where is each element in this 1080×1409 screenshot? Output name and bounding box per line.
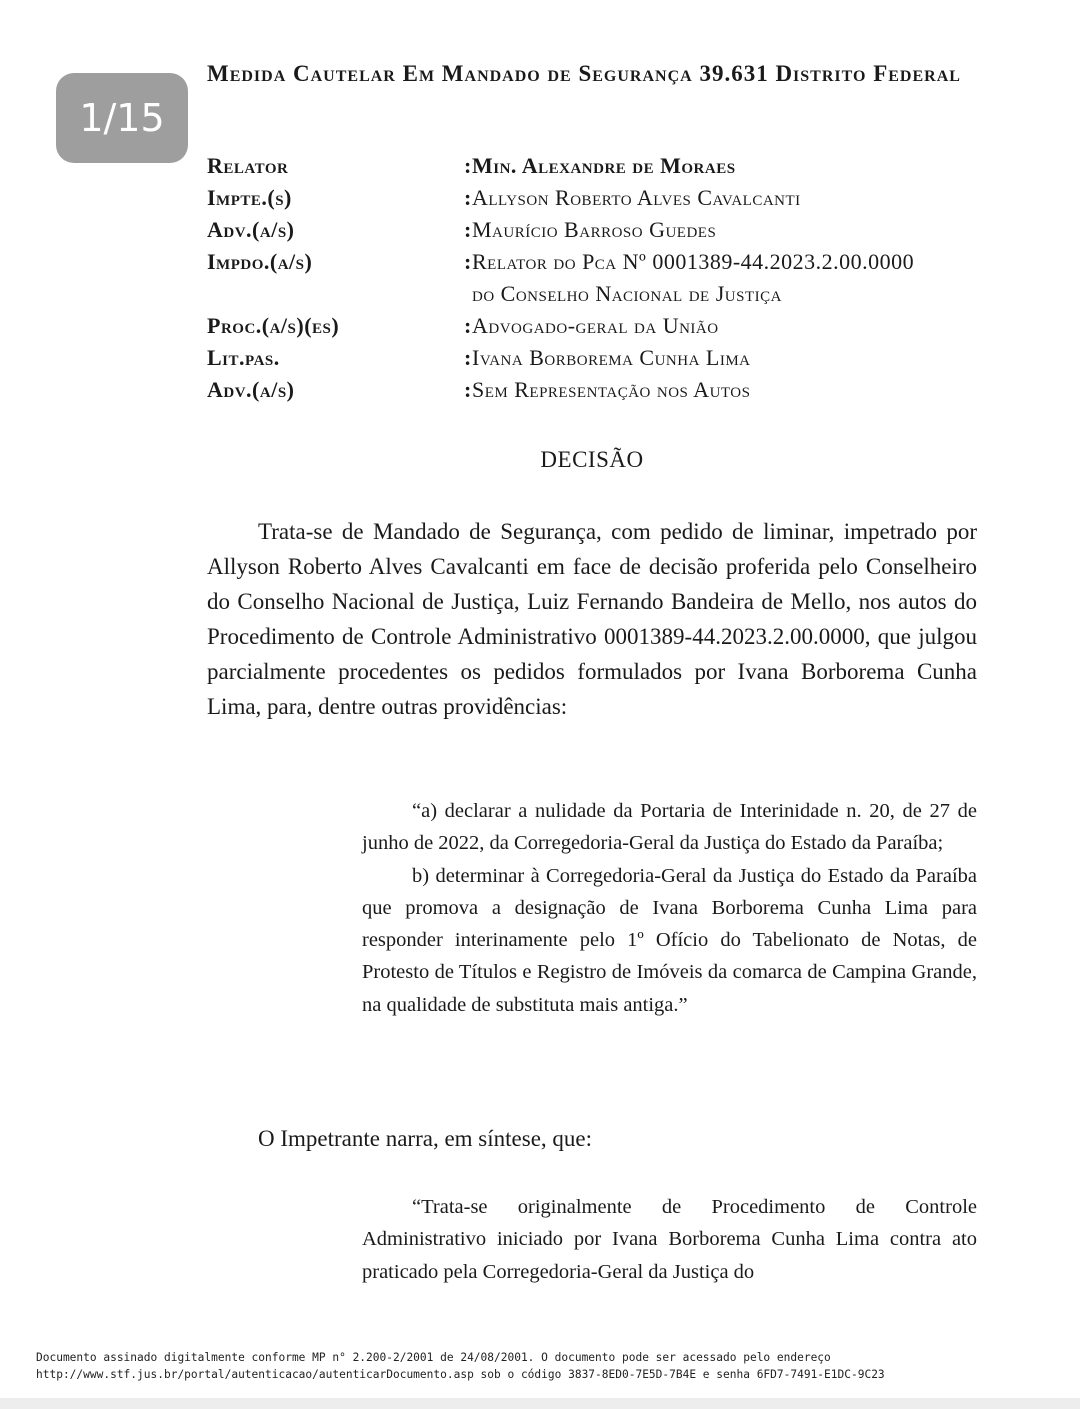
party-row-litisconsorte: Lit.pas. : Ivana Borborema Cunha Lima <box>207 342 987 374</box>
bottom-bar <box>0 1398 1080 1409</box>
party-row-advogado: Adv.(a/s) : Maurício Barroso Guedes <box>207 214 987 246</box>
party-row-impetrante: Impte.(s) : Allyson Roberto Alves Cavalcanti <box>207 182 987 214</box>
block-quote <box>362 1191 977 1288</box>
page-indicator: 1/15 <box>56 73 188 163</box>
parties-table <box>207 150 987 406</box>
party-label: Adv.(a/s) <box>207 377 295 402</box>
block-quote <box>362 795 977 1021</box>
party-value: Maurício Barroso Guedes <box>472 217 717 242</box>
party-value-continuation: do Conselho Nacional de Justiça <box>472 281 782 306</box>
party-value: Relator do Pca Nº 0001389-44.2023.2.00.0000 <box>472 249 915 274</box>
document-title: Medida Cautelar Em Mandado de Segurança 39.631 Distrito Federal <box>207 61 961 86</box>
party-label: Impte.(s) <box>207 185 292 210</box>
signature-footer <box>36 1349 1066 1383</box>
party-label: Lit.pas. <box>207 345 280 370</box>
party-label: Impdo.(a/s) <box>207 249 313 274</box>
body-paragraph: O Impetrante narra, em síntese, que: <box>258 1126 593 1151</box>
quote-text: “Trata-se originalmente de Procedimento de Controle Administrativo iniciado por Ivana Borborema Cunha Lima contra ato praticado pela Corregedoria-Geral da Justiça do <box>362 1196 977 1283</box>
party-value: Allyson Roberto Alves Cavalcanti <box>472 185 801 210</box>
party-row-procurador: Proc.(a/s)(es) : Advogado-geral da União <box>207 310 987 342</box>
party-value: Sem Representação nos Autos <box>472 377 751 402</box>
party-row-relator: Relator : Min. Alexandre de Moraes <box>207 150 987 182</box>
party-label: Proc.(a/s)(es) <box>207 313 340 338</box>
party-row-advogado-2: Adv.(a/s) : Sem Representação nos Autos <box>207 374 987 406</box>
party-label: Adv.(a/s) <box>207 217 295 242</box>
footer-line: Documento assinado digitalmente conforme MP n° 2.200-2/2001 de 24/08/2001. O documento pode ser acessado pelo endereço <box>36 1351 831 1364</box>
party-value: Ivana Borborema Cunha Lima <box>472 345 751 370</box>
party-value: Advogado-geral da União <box>472 313 719 338</box>
quote-item-b: b) determinar à Corregedoria-Geral da Justiça do Estado da Paraíba que promova a designação de Ivana Borborema Cunha Lima para responder interinamente pelo 1º Ofício do Tabelionato de Notas, de Protesto de Títulos e Registro de Imóveis da comarca de Campina Grande, na qualidade de substituta mais antiga.” <box>362 864 977 1016</box>
quote-item-a: “a) declarar a nulidade da Portaria de Interinidade n. 20, de 27 de junho de 2022, da Corregedoria-Geral da Justiça do Estado da Paraíba; <box>362 800 977 855</box>
party-row-impetrado: Impdo.(a/s) : Relator do Pca Nº 0001389-44.2023.2.00.0000 <box>207 246 987 278</box>
party-value: Min. Alexandre de Moraes <box>472 153 736 178</box>
body-paragraph: Trata-se de Mandado de Segurança, com pedido de liminar, impetrado por Allyson Roberto Alves Cavalcanti em face de decisão proferida pelo Conselheiro do Conselho Nacional de Justiça, Luiz Fernando Bandeira de Mello, nos autos do Procedimento de Controle Administrativo 0001389-44.2023.2.00.0000, que julgou parcialmente procedentes os pedidos formulados por Ivana Borborema Cunha Lima, para, dentre outras providências: <box>207 519 977 719</box>
section-heading: DECISÃO <box>540 447 644 472</box>
footer-line: http://www.stf.jus.br/portal/autenticacao/autenticarDocumento.asp sob o código 3837-8ED0-7E5D-7B4E e senha 6FD7-7491-E1DC-9C23 <box>36 1368 885 1381</box>
party-label: Relator <box>207 153 289 178</box>
